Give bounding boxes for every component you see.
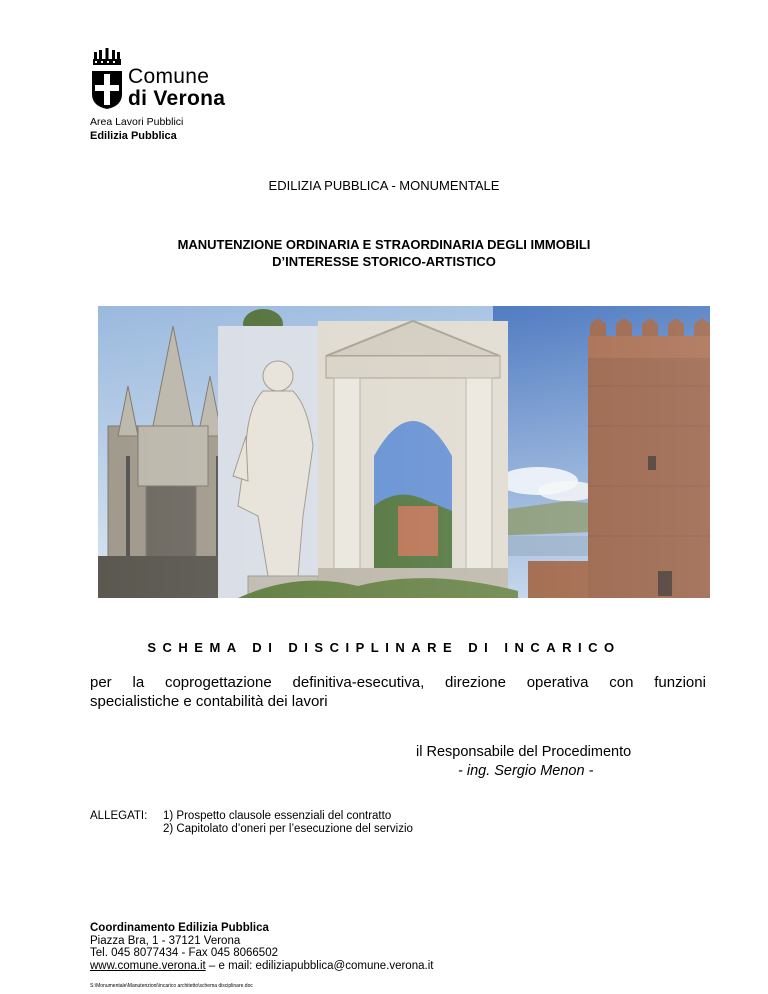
logo-text-comune: Comune	[128, 65, 210, 88]
description-word: coprogettazione	[164, 674, 272, 691]
description-word: per	[90, 674, 112, 691]
attachments-label: ALLEGATI:	[90, 810, 148, 822]
monuments-photo-montage	[98, 306, 710, 598]
footer-contacts	[90, 922, 433, 972]
description-line-1	[90, 673, 706, 692]
assignment-description	[90, 673, 706, 711]
logo-text-di-verona: di Verona	[128, 87, 226, 110]
city-shield-icon	[91, 70, 123, 110]
crown-icon	[92, 48, 122, 66]
footer-phone: Tel. 045 8077434 - Fax 045 8066502	[90, 947, 278, 959]
main-title: EDILIZIA PUBBLICA - MONUMENTALE	[268, 178, 500, 193]
attachment-item: 1) Prospetto clausole essenziali del contratto	[163, 810, 392, 822]
area-label: Area Lavori Pubblici	[90, 116, 184, 128]
footer-email: – e mail: ediliziapubblica@comune.verona.it	[205, 959, 434, 972]
schema-title: SCHEMA DI DISCIPLINARE DI INCARICO	[147, 640, 621, 655]
monuments-illustration	[98, 306, 710, 598]
subtitle-line-2: D’INTERESSE STORICO-ARTISTICO	[272, 254, 496, 269]
responsible-label: il Responsabile del Procedimento	[416, 744, 632, 760]
website-link[interactable]: www.comune.verona.it	[90, 959, 206, 972]
document-subtitle	[0, 236, 768, 270]
description-word: direzione	[445, 674, 506, 691]
description-word: la	[132, 674, 145, 691]
attachments-list	[90, 810, 413, 836]
comune-di-verona-logo	[90, 48, 240, 118]
subtitle-line-1: MANUTENZIONE ORDINARIA E STRAORDINARIA DEGLI IMMOBILI	[177, 237, 591, 252]
description-word: funzioni	[654, 674, 706, 691]
description-line-2: specialistiche e contabilità dei lavori	[90, 693, 328, 710]
description-word: definitiva-esecutiva,	[292, 674, 425, 691]
attachment-item: 2) Capitolato d’oneri per l’esecuzione del servizio	[163, 823, 413, 835]
responsible-name: - ing. Sergio Menon -	[458, 763, 594, 779]
description-word: operativa	[526, 674, 589, 691]
description-word: con	[609, 674, 634, 691]
department-label: Edilizia Pubblica	[90, 130, 177, 142]
footer-org: Coordinamento Edilizia Pubblica	[90, 922, 269, 934]
file-path: S:\Monumentale\Manutenzioni\incarico architetto\schema disciplinare.doc	[90, 983, 253, 989]
footer-address: Piazza Bra, 1 - 37121 Verona	[90, 934, 241, 947]
